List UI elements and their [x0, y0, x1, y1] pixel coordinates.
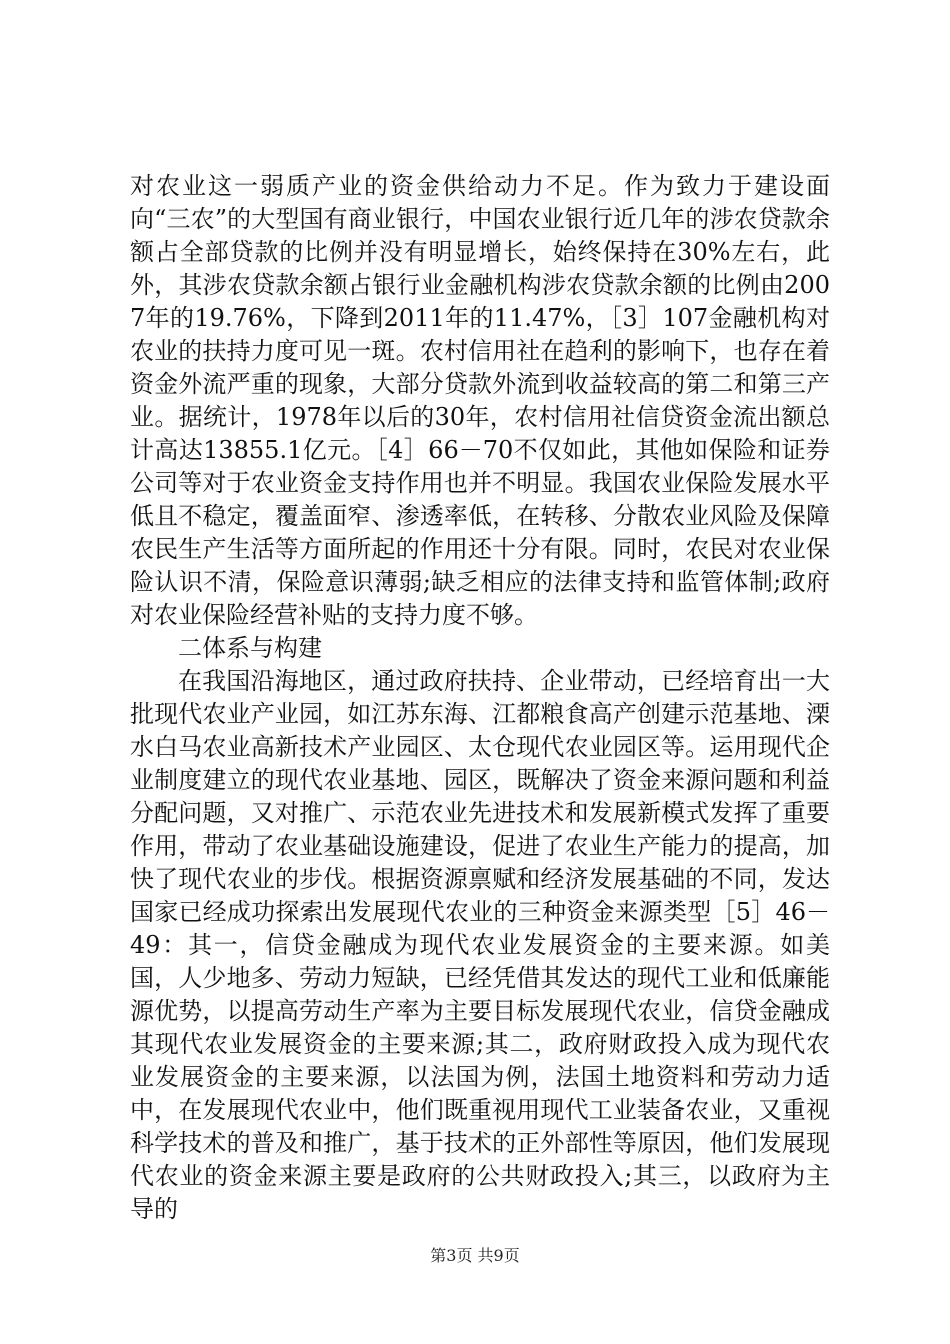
- section-heading: 二体系与构建: [178, 634, 322, 662]
- body-paragraph: 对农业这一弱质产业的资金供给动力不足。作为致力于建设面向“三农”的大型国有商业银行，中国农业银行近几年的涉农贷款余额占全部贷款的比例并没有明显增长，始终保持在30%左右，此外，其涉农贷款余额占银行业金融机构涉农贷款余额的比例由2007年的19.76%，下降到2011年的11.47%，［3］107金融机构对农业的扶持力度可见一斑。农村信用社在趋利的影响下，也存在着资金外流严重的现象，大部分贷款外流到收益较高的第二和第三产业。据统计，1978年以后的30年，农村信用社信贷资金流出额总计高达13855.1亿元。［4］66－70不仅如此，其他如保险和证券公司等对于农业资金支持作用也并不明显。我国农业保险发展水平低且不稳定，覆盖面窄、渗透率低，在转移、分散农业风险及保障农民生产生活等方面所起的作用还十分有限。同时，农民对农业保险认识不清，保险意识薄弱;缺乏相应的法律支持和监管体制;政府对农业保险经营补贴的支持力度不够。: [130, 172, 830, 629]
- document-body: [130, 170, 830, 1226]
- page-number-footer: 第3页 共9页: [430, 1246, 520, 1265]
- body-paragraph: 在我国沿海地区，通过政府扶持、企业带动，已经培育出一大批现代农业产业园，如江苏东海、江都粮食高产创建示范基地、溧水白马农业高新技术产业园区、太仓现代农业园区等。运用现代企业制度建立的现代农业基地、园区，既解决了资金来源问题和利益分配问题，又对推广、示范农业先进技术和发展新模式发挥了重要作用，带动了农业基础设施建设，促进了农业生产能力的提高，加快了现代农业的步伐。根据资源禀赋和经济发展基础的不同，发达国家已经成功探索出发展现代农业的三种资金来源类型［5］46－49：其一，信贷金融成为现代农业发展资金的主要来源。如美国，人少地多、劳动力短缺，已经凭借其发达的现代工业和低廉能源优势，以提高劳动生产率为主要目标发展现代农业，信贷金融成其现代农业发展资金的主要来源;其二，政府财政投入成为现代农业发展资金的主要来源，以法国为例，法国土地资料和劳动力适中，在发展现代农业中，他们既重视用现代工业装备农业，又重视科学技术的普及和推广，基于技术的正外部性等原因，他们发展现代农业的资金来源主要是政府的公共财政投入;其三，以政府为主导的: [130, 667, 830, 1223]
